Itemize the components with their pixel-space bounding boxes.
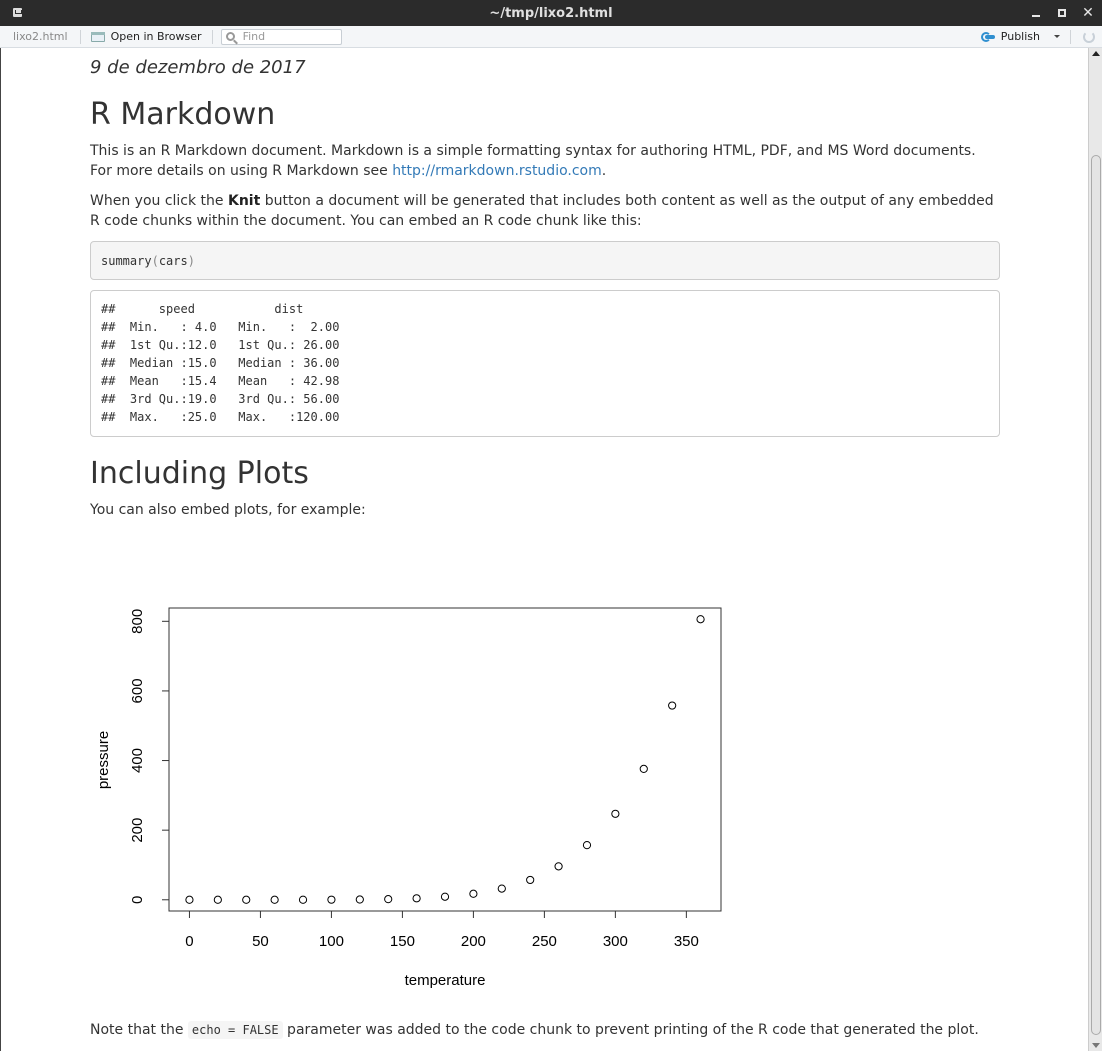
vertical-scrollbar[interactable]	[1088, 48, 1102, 1051]
svg-text:200: 200	[129, 817, 146, 843]
x-axis-label: temperature	[404, 972, 486, 989]
svg-text:150: 150	[389, 933, 415, 950]
window-titlebar	[0, 0, 1102, 26]
knit-paragraph	[90, 191, 1000, 231]
refresh-icon[interactable]	[1083, 31, 1095, 43]
svg-text:800: 800	[129, 608, 146, 634]
code-paren-close: )	[187, 254, 195, 268]
output-line: ## 3rd Qu.:19.0 3rd Qu.: 56.00	[101, 392, 354, 406]
output-line: ## Mean :15.4 Mean : 42.98	[101, 374, 354, 388]
svg-text:600: 600	[129, 678, 146, 704]
plot-canvas	[90, 578, 750, 1018]
plots-paragraph: You can also embed plots, for example:	[90, 502, 366, 518]
open-in-browser-label: Open in Browser	[110, 30, 202, 43]
svg-text:0: 0	[129, 895, 146, 904]
svg-text:100: 100	[318, 933, 344, 950]
publish-icon	[981, 31, 995, 43]
y-axis-label: pressure	[95, 730, 112, 790]
r-output-chunk	[90, 290, 1000, 437]
publish-button[interactable]	[975, 30, 1066, 43]
search-icon	[226, 32, 235, 41]
chevron-down-icon[interactable]	[1054, 35, 1060, 38]
close-icon[interactable]: ✕	[1082, 5, 1094, 21]
find-placeholder: Find	[242, 30, 266, 43]
pressure-scatter-plot	[90, 578, 750, 1022]
data-points	[186, 616, 704, 904]
plot-box	[169, 608, 721, 911]
svg-text:0: 0	[185, 933, 194, 950]
minimize-icon[interactable]	[1030, 7, 1042, 19]
intro-paragraph	[90, 141, 1000, 181]
maximize-icon[interactable]	[1056, 7, 1068, 19]
window-title: ~/tmp/lixo2.html	[489, 5, 613, 21]
browser-window-icon	[91, 32, 105, 42]
output-line: ## Max. :25.0 Max. :120.00	[101, 410, 354, 424]
knit-text-after: button a document will be generated that includes both content as well as the output of any embedded R code chunks within the document. You can embed an R code chunk like this:	[90, 193, 994, 229]
knit-text-before: When you click the	[90, 193, 228, 209]
scroll-up-arrow-icon[interactable]	[1089, 48, 1102, 60]
viewer-toolbar	[0, 26, 1102, 48]
code-function: summary	[101, 254, 152, 268]
output-line: ## speed dist	[101, 302, 354, 316]
toolbar-divider	[212, 30, 213, 44]
document-date: 9 de dezembro de 2017	[90, 57, 306, 78]
note-text-after: parameter was added to the code chunk to prevent printing of the R code that generated the plot.	[282, 1022, 979, 1038]
file-name: lixo2.html	[13, 30, 68, 43]
svg-text:50: 50	[252, 933, 269, 950]
y-axis	[129, 609, 169, 904]
output-line: ## Median :15.0 Median : 36.00	[101, 356, 354, 370]
publish-label: Publish	[1000, 30, 1040, 43]
toolbar-divider	[80, 30, 81, 44]
svg-text:300: 300	[602, 933, 628, 950]
intro-text: This is an R Markdown document. Markdown is a simple formatting syntax for authoring HTML, PDF, and MS Word documents. For more details on using R Markdown see	[90, 143, 976, 179]
svg-text:400: 400	[129, 748, 146, 774]
heading-r-markdown: R Markdown	[90, 97, 276, 132]
r-code-chunk	[90, 241, 1000, 280]
knit-bold: Knit	[227, 193, 261, 209]
window-controls	[1030, 0, 1094, 26]
open-in-browser-button[interactable]	[85, 30, 208, 43]
output-line: ## 1st Qu.:12.0 1st Qu.: 26.00	[101, 338, 354, 352]
note-text-before: Note that the	[90, 1022, 188, 1038]
intro-end: .	[601, 163, 607, 179]
document-viewport	[0, 48, 1088, 1051]
rmarkdown-link[interactable]: http://rmarkdown.rstudio.com	[392, 163, 602, 179]
code-argument: cars	[158, 254, 188, 268]
x-axis	[185, 911, 699, 950]
app-menu-icon[interactable]	[13, 8, 22, 17]
inline-code-echo: echo = FALSE	[188, 1021, 283, 1039]
scrollbar-thumb[interactable]	[1091, 155, 1101, 1035]
toolbar-divider	[1070, 30, 1071, 44]
svg-text:200: 200	[460, 933, 486, 950]
svg-text:250: 250	[531, 933, 557, 950]
output-line: ## Min. : 4.0 Min. : 2.00	[101, 320, 354, 334]
scroll-down-arrow-icon[interactable]	[1089, 1039, 1102, 1051]
svg-text:350: 350	[673, 933, 699, 950]
code-paren-open: (	[151, 254, 159, 268]
heading-including-plots: Including Plots	[90, 456, 309, 491]
note-paragraph	[90, 1020, 1000, 1040]
find-input[interactable]	[221, 29, 342, 45]
